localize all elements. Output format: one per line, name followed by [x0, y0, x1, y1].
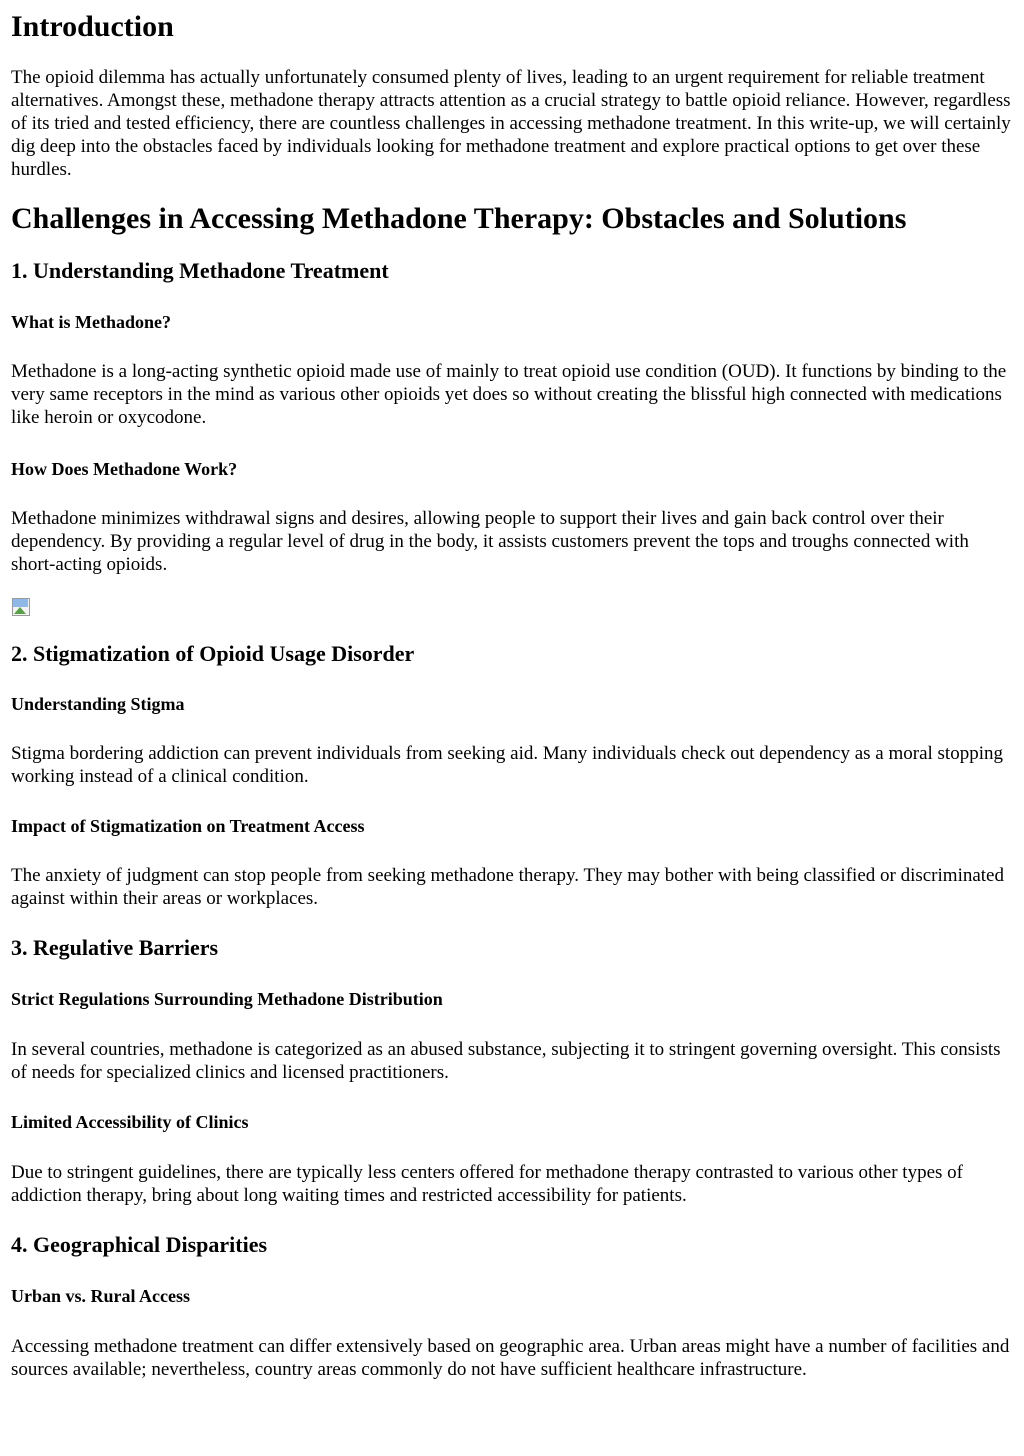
section-heading: 4. Geographical Disparities — [11, 1232, 268, 1257]
broken-image-icon — [11, 597, 31, 617]
subsection-heading: Urban vs. Rural Access — [11, 1286, 190, 1306]
subsection-paragraph: Accessing methadone treatment can differ extensively based on geographic area. Urban areas might have a number of facilities and sources available; nevertheless, country areas commonly do not have sufficient healthcare infrastructure. — [11, 1336, 1010, 1380]
subsection-paragraph: Methadone minimizes withdrawal signs and desires, allowing people to support their lives and gain back control over their dependency. By providing a regular level of drug in the body, it assists customers prevent the tops and troughs connected with short-acting opioids. — [11, 508, 969, 575]
intro-heading: Introduction — [11, 10, 174, 43]
subsection-paragraph: Due to stringent guidelines, there are typically less centers offered for methadone therapy contrasted to various other types of addiction therapy, bring about long waiting times and restricted accessibility for patients. — [11, 1162, 963, 1206]
section-heading: 3. Regulative Barriers — [11, 935, 219, 960]
intro-paragraph: The opioid dilemma has actually unfortunately consumed plenty of lives, leading to an urgent requirement for reliable treatment alternatives. Amongst these, methadone therapy attracts attention as a crucial strategy to battle opioid reliance. However, regardless of its tried and tested efficiency, there are countless challenges in accessing methadone treatment. In this write-up, we will certainly dig deep into the obstacles faced by individuals looking for methadone treatment and explore practical options to get over these hurdles. — [11, 67, 1011, 180]
subsection-heading: Impact of Stigmatization on Treatment Access — [11, 816, 365, 836]
image-placeholder — [11, 597, 1014, 621]
subsection-heading: Strict Regulations Surrounding Methadone Distribution — [11, 989, 443, 1009]
subsection-paragraph: In several countries, methadone is categorized as an abused substance, subjecting it to stringent governing oversight. This consists of needs for specialized clinics and licensed practitioners. — [11, 1039, 1001, 1083]
article — [0, 10, 1024, 1381]
main-heading: Challenges in Accessing Methadone Therapy: Obstacles and Solutions — [11, 202, 907, 235]
subsection-heading: Understanding Stigma — [11, 694, 185, 714]
subsection-paragraph: Methadone is a long-acting synthetic opioid made use of mainly to treat opioid use condition (OUD). It functions by binding to the very same receptors in the mind as various other opioids yet does so without creating the blissful high connected with medications like heroin or oxycodone. — [11, 361, 1007, 428]
subsection-paragraph: The anxiety of judgment can stop people from seeking methadone therapy. They may bother with being classified or discriminated against within their areas or workplaces. — [11, 865, 1004, 909]
subsection-heading: What is Methadone? — [11, 312, 172, 332]
section-heading: 2. Stigmatization of Opioid Usage Disorder — [11, 641, 415, 666]
subsection-heading: Limited Accessibility of Clinics — [11, 1112, 249, 1132]
subsection-heading: How Does Methadone Work? — [11, 459, 238, 479]
subsection-paragraph: Stigma bordering addiction can prevent individuals from seeking aid. Many individuals check out dependency as a moral stopping working instead of a clinical condition. — [11, 743, 1003, 787]
section-heading: 1. Understanding Methadone Treatment — [11, 258, 389, 283]
